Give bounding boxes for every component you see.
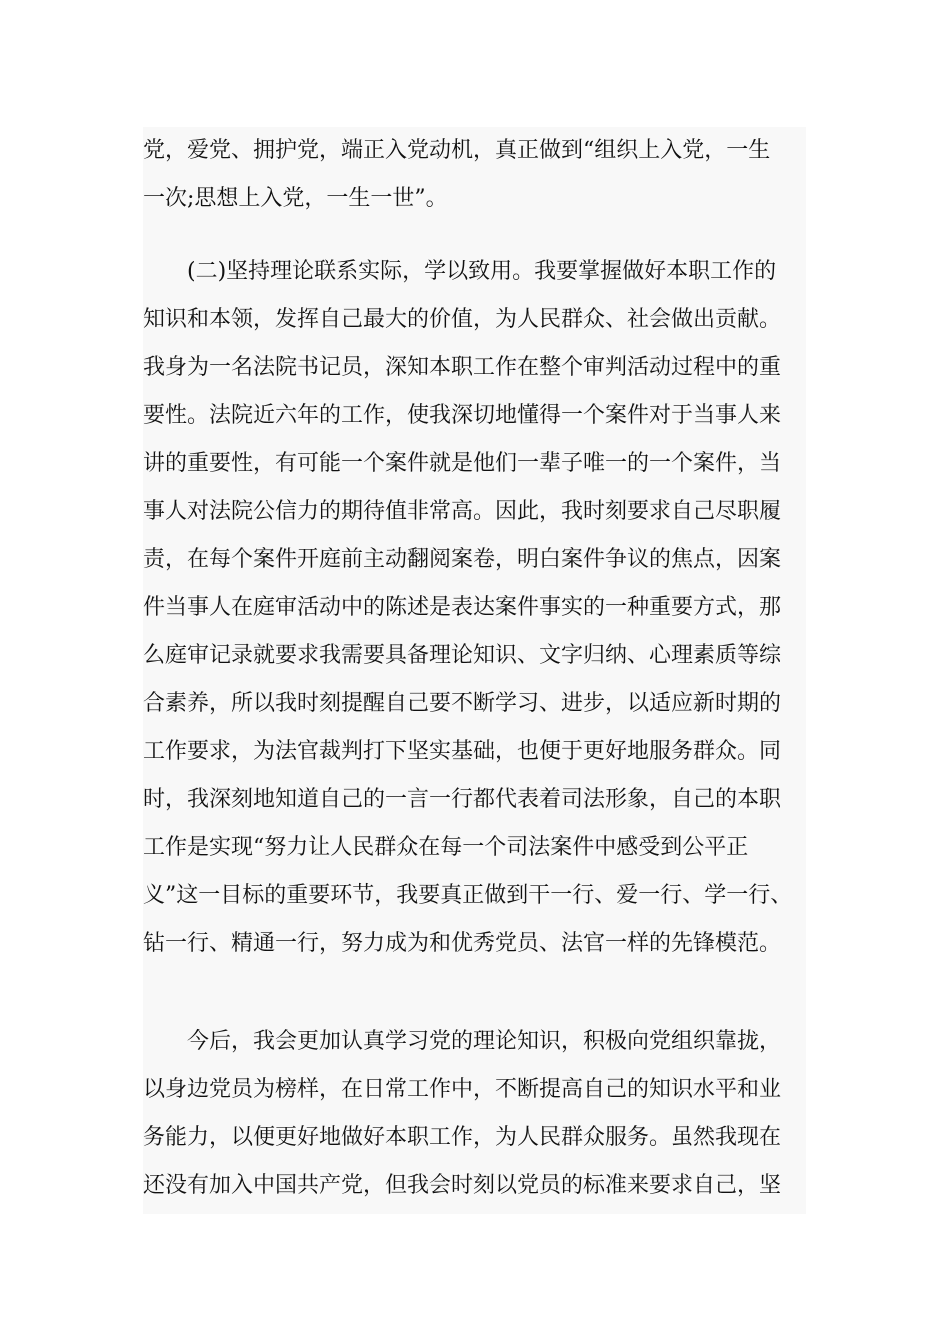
text-line: 件当事人在庭审活动中的陈述是表达案件事实的一种重要方式，那 [143,595,782,620]
paragraph-2 [143,248,806,968]
text-line: 讲的重要性，有可能一个案件就是他们一辈子唯一的一个案件，当 [143,451,782,476]
text-line: 一次;思想上入党，一生一世”。 [143,186,448,211]
text-line: 我身为一名法院书记员，深知本职工作在整个审判活动过程中的重 [143,355,782,380]
text-line: 责，在每个案件开庭前主动翻阅案卷，明白案件争议的焦点，因案 [143,547,782,572]
text-line: 知识和本领，发挥自己最大的价值，为人民群众、社会做出贡献。 [143,307,782,332]
paragraph-3 [143,1018,806,1210]
text-line: 钻一行、精通一行，努力成为和优秀党员、法官一样的先锋模范。 [143,931,782,956]
text-line: 以身边党员为榜样，在日常工作中，不断提高自己的知识水平和业 [143,1077,782,1102]
text-line: 义”这一目标的重要环节，我要真正做到干一行、爱一行、学一行、 [143,883,793,908]
text-line: 党，爱党、拥护党，端正入党动机，真正做到“组织上入党，一生 [143,138,771,163]
text-line: 要性。法院近六年的工作，使我深切地懂得一个案件对于当事人来 [143,403,782,428]
text-line: 事人对法院公信力的期待值非常高。因此，我时刻要求自己尽职履 [143,499,782,524]
paragraph-1 [143,127,806,223]
text-line: 合素养，所以我时刻提醒自己要不断学习、进步，以适应新时期的 [143,691,782,716]
text-line: (二)坚持理论联系实际，学以致用。我要掌握做好本职工作的 [187,259,777,284]
text-line: 今后，我会更加认真学习党的理论知识，积极向党组织靠拢， [187,1029,782,1054]
text-line: 么庭审记录就要求我需要具备理论知识、文字归纳、心理素质等综 [143,643,782,668]
text-line: 务能力，以便更好地做好本职工作，为人民群众服务。虽然我现在 [143,1125,782,1150]
text-line: 工作是实现“努力让人民群众在每一个司法案件中感受到公平正 [143,835,749,860]
text-line: 时，我深刻地知道自己的一言一行都代表着司法形象，自己的本职 [143,787,782,812]
text-line: 工作要求，为法官裁判打下坚实基础，也便于更好地服务群众。同 [143,739,782,764]
text-line: 还没有加入中国共产党，但我会时刻以党员的标准来要求自己，坚 [143,1173,782,1198]
document-body [143,127,806,1214]
